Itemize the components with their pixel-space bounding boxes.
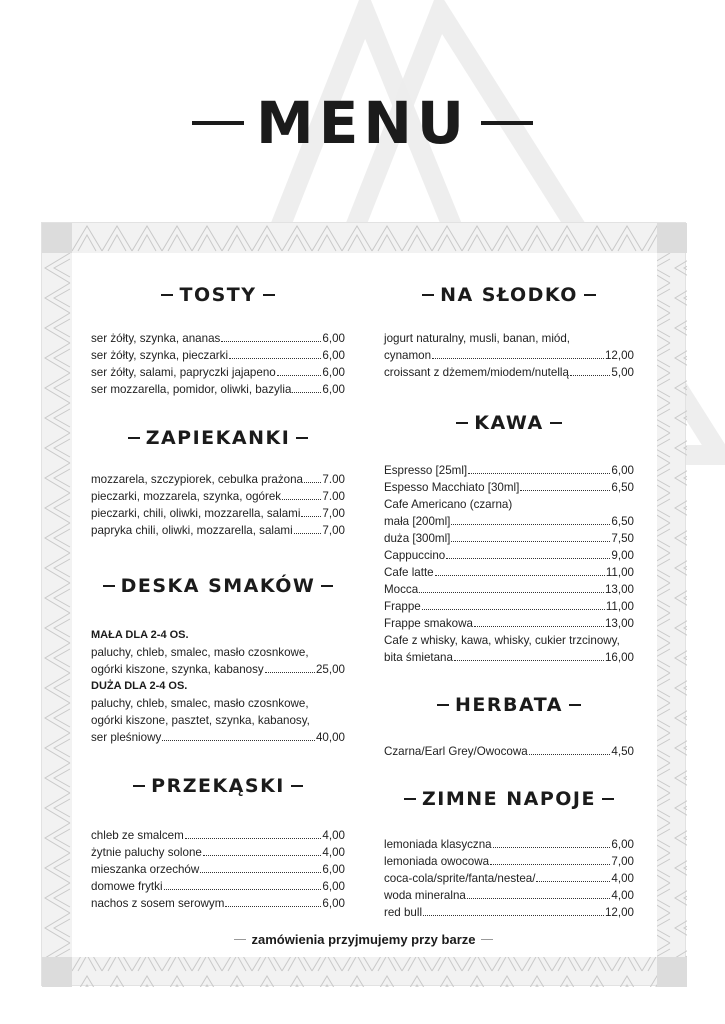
list-item: ser żółty, szynka, pieczarki 6,00 [91,349,345,362]
list-item: nachos z sosem serowym 6,00 [91,897,345,910]
items-list [384,743,634,760]
heading-text: TOSTY [179,284,257,306]
heading-text: ZIMNE NAPOJE [422,788,596,810]
list-item: ser żółty, salami, papryczki jajapeno 6,00 [91,366,345,379]
list-item: croissant z dżemem/miodem/nutellą 5,00 [384,366,634,379]
duza-line: paluchy, chleb, smalec, masło czosnkowe, [91,697,309,710]
section-herbata [384,692,634,760]
list-item: pieczarki, chili, oliwki, mozzarella, salami 7,00 [91,507,345,520]
list-item: lemoniada klasyczna 6,00 [384,838,634,851]
list-item: mała [200ml] 6,50 [384,515,634,528]
heading-text: HERBATA [455,694,563,716]
list-item: mozzarela, szczypiorek, cebulka prażona 7.00 [91,473,345,486]
list-item: ogórki kiszone, szynka, kabanosy 25,00 [91,663,345,676]
list-item: lemoniada owocowa 7,00 [384,855,634,868]
section-heading [384,410,634,436]
list-item: chleb ze smalcem 4,00 [91,829,345,842]
kawa-details [384,462,634,666]
section-zimne-napoje [384,786,634,921]
section-deska-smakow [91,573,345,746]
items-list [91,827,345,912]
items-list [384,836,634,921]
section-heading [91,773,345,799]
footer-dash-left [234,939,246,940]
list-item: Frappe 11,00 [384,600,634,613]
footer-note [41,928,686,950]
list-item: ser żółty, szynka, ananas 6,00 [91,332,345,345]
section-heading [384,786,634,812]
heading-text: ZAPIEKANKI [145,427,291,449]
list-item: coca-cola/sprite/fanta/nestea/ 4,00 [384,872,634,885]
menu-title [0,88,725,158]
list-item: Frappe smakowa 13,00 [384,617,634,630]
section-heading [384,692,634,718]
title-dash-left [192,121,244,125]
mala-line: paluchy, chleb, smalec, masło czosnkowe, [91,646,309,659]
list-item: Mocca 13,00 [384,583,634,596]
section-heading [91,573,345,599]
list-item: Cappuccino 9,00 [384,549,634,562]
items-list [91,330,345,398]
slodko-line: jogurt naturalny, musli, banan, miód, [384,332,571,345]
heading-text: DESKA SMAKÓW [120,575,316,597]
heading-text: PRZEKĄSKI [151,775,285,797]
list-item: ser pleśniowy 40,00 [91,731,345,744]
list-item: papryka chili, oliwki, mozzarella, salami 7,00 [91,524,345,537]
list-item: Espresso [25ml] 6,00 [384,464,634,477]
section-heading [384,282,634,308]
footer-dash-right [481,939,493,940]
list-item: mieszanka orzechów 6,00 [91,863,345,876]
list-item: bita śmietana 16,00 [384,651,634,664]
section-na-slodko [384,282,634,381]
list-item: pieczarki, mozzarela, szynka, ogórek 7.00 [91,490,345,503]
section-heading [91,282,345,308]
title-dash-right [481,121,533,125]
list-item: woda mineralna 4,00 [384,889,634,902]
section-zapiekanki [91,425,345,539]
list-item: cynamon 12,00 [384,349,634,362]
duza-line: ogórki kiszone, pasztet, szynka, kabanosy, [91,714,310,727]
menu-title-text: MENU [256,89,469,157]
deska-details [91,627,345,746]
list-item: Espesso Macchiato [30ml] 6,50 [384,481,634,494]
section-przekaski [91,773,345,912]
list-item: duża [300ml] 7,50 [384,532,634,545]
whisky-line: Cafe z whisky, kawa, whisky, cukier trzcinowy, [384,634,620,647]
list-item: Cafe latte 11,00 [384,566,634,579]
duza-label: DUŻA DLA 2-4 OS. [91,680,188,692]
list-item: domowe frytki 6,00 [91,880,345,893]
mala-label: MAŁA DLA 2-4 OS. [91,629,189,641]
list-item: Czarna/Earl Grey/Owocowa 4,50 [384,745,634,758]
footer-text: zamówienia przyjmujemy przy barze [251,931,476,947]
section-tosty [91,282,345,398]
items-list [91,471,345,539]
section-heading [91,425,345,451]
list-item: red bull 12,00 [384,906,634,919]
americano-line: Cafe Americano (czarna) [384,498,513,511]
slodko-details [384,330,634,381]
list-item: żytnie paluchy solone 4,00 [91,846,345,859]
heading-text: KAWA [474,412,544,434]
heading-text: NA SŁODKO [440,284,578,306]
list-item: ser mozzarella, pomidor, oliwki, bazylia 6,00 [91,383,345,396]
section-kawa [384,410,634,666]
